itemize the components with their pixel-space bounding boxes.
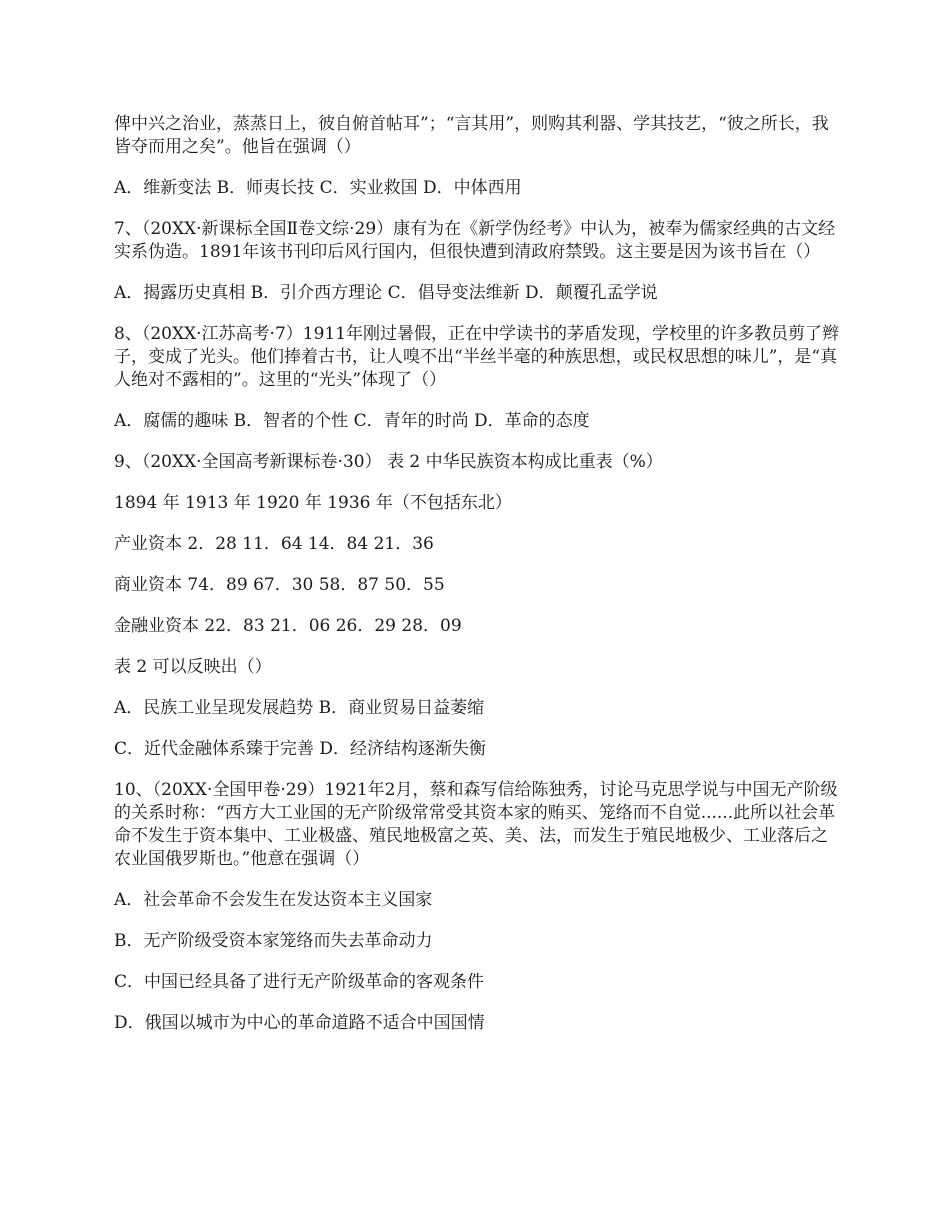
question-9-options-cd: C．近代金融体系臻于完善 D．经济结构逐渐失衡 (114, 739, 487, 759)
question-10-option-c: C．中国已经具备了进行无产阶级革命的客观条件 (114, 972, 485, 992)
table-header-row: 1894 年 1913 年 1920 年 1936 年（不包括东北） (114, 493, 512, 513)
question-6-stem-continued: 俾中兴之治业，蒸蒸日上，彼自俯首帖耳”；“言其用”，则购其利器、学其技艺，“彼之所长，我皆夺而用之矣”。他旨在强调（） (114, 114, 829, 157)
question-10-option-b: B．无产阶级受资本家笼络而失去革命动力 (114, 931, 433, 951)
question-9-stem: 9、（20XX·全国高考新课标卷·30） 表 2 中华民族资本构成比重表（%） (114, 452, 663, 472)
question-9-prompt: 表 2 可以反映出（） (114, 657, 272, 677)
question-10-option-a: A．社会革命不会发生在发达资本主义国家 (114, 890, 433, 910)
table-row-commercial: 商业资本 74．89 67．30 58．87 50．55 (114, 575, 445, 595)
table-row-industrial: 产业资本 2．28 11．64 14．84 21．36 (114, 534, 434, 554)
question-8-options: A．腐儒的趣味 B．智者的个性 C．青年的时尚 D．革命的态度 (114, 411, 590, 431)
question-7-options: A．揭露历史真相 B．引介西方理论 C．倡导变法维新 D．颠覆孔孟学说 (114, 283, 658, 303)
table-row-financial: 金融业资本 22．83 21．06 26．29 28．09 (114, 616, 462, 636)
question-9-options-ab: A．民族工业呈现发展趋势 B．商业贸易日益萎缩 (114, 698, 485, 718)
question-10-stem: 10、（20XX·全国甲卷·29）1921年2月，蔡和森写信给陈独秀，讨论马克思学说与中国无产阶级的关系时称：“西方大工业国的无产阶级常常受其资本家的贿买、笼络而不自觉......此所以社会革命不发生于资本集中、工业极盛、殖民地极富之英、美、法，而发生于殖民地极少、工业落后之农业国俄罗斯也。”他意在强调（） (114, 780, 838, 869)
question-6-options: A．维新变法 B．师夷长技 C．实业救国 D．中体西用 (114, 178, 522, 198)
question-10-option-d: D．俄国以城市为中心的革命道路不适合中国国情 (114, 1013, 485, 1033)
question-7-stem: 7、（20XX·新课标全国Ⅱ卷文综·29）康有为在《新学伪经考》中认为，被奉为儒家经典的古文经实系伪造。1891年该书刊印后风行国内，但很快遭到清政府禁毁。这主要是因为该书旨在（） (114, 219, 836, 262)
question-8-stem: 8、（20XX·江苏高考·7）1911年刚过暑假，正在中学读书的茅盾发现，学校里的许多教员剪了辫子，变成了光头。他们捧着古书，让人嗅不出“半丝半毫的种族思想，或民权思想的味儿”，是“真人绝对不露相的”。这里的“光头”体现了（） (114, 324, 840, 390)
document-page (114, 113, 842, 1035)
